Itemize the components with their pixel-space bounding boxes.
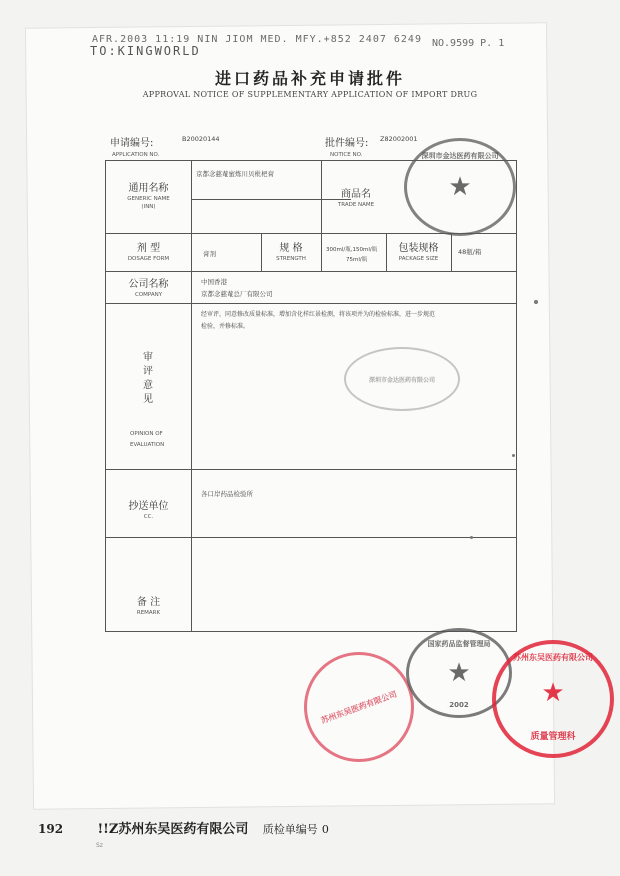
middle-seal-text: 深圳市金达医药有限公司 <box>368 376 435 384</box>
footer-small-mark: Sz <box>96 842 103 849</box>
package-size-sublabel: PACKAGE SIZE <box>398 256 439 262</box>
package-size-label: 包装规格 <box>398 243 439 254</box>
generic-name-sublabel: GENERIC NAME <box>127 196 170 202</box>
grid-line <box>321 161 322 271</box>
top-right-seal <box>404 138 516 236</box>
application-no-value: B20020144 <box>182 135 220 143</box>
company-label: 公司名称 <box>128 279 169 290</box>
dosage-form-value: 膏剂 <box>203 250 216 258</box>
remark-label: 备 注 <box>136 597 161 608</box>
package-size-cell <box>386 239 451 262</box>
trade-name-sublabel: TRADE NAME <box>337 202 375 208</box>
cc-label: 抄送单位 <box>128 501 169 512</box>
star-icon: ★ <box>448 172 472 202</box>
opinion-sublabel-2: EVALUATION <box>130 442 165 448</box>
generic-name-label: 通用名称 <box>128 183 169 194</box>
grid-line <box>191 161 192 631</box>
generic-name-cell <box>106 179 191 210</box>
cc-cell <box>106 497 191 520</box>
opinion-sublabel: OPINION OF <box>130 431 163 437</box>
fax-recipient: TO:KINGWORLD <box>90 44 201 58</box>
footer-qc-label: 质检单编号 <box>262 823 318 836</box>
notice-no-sublabel: NOTICE NO. <box>330 152 363 158</box>
bottom-right-seal-text: 苏州东吴医药有限公司 <box>513 653 593 662</box>
star-icon: ★ <box>541 678 565 708</box>
application-no-sublabel: APPLICATION NO. <box>112 152 160 158</box>
bottom-right-red-seal <box>492 640 614 758</box>
bottom-left-seal-text: 苏州东吴医药有限公司 <box>319 689 399 725</box>
dosage-form-sublabel: DOSAGE FORM <box>127 256 170 262</box>
bottom-center-seal-year: 2002 <box>449 701 469 709</box>
top-right-seal-text: 深圳市金达医药有限公司 <box>421 152 499 160</box>
strength-label: 规 格 <box>279 243 303 254</box>
company-sublabel: COMPANY <box>134 292 163 298</box>
footer-page-number: 192 <box>38 822 64 836</box>
fax-page-number: NO.9599 P. 1 <box>432 38 505 49</box>
document-title-english: APPROVAL NOTICE OF SUPPLEMENTARY APPLICATION OF IMPORT DRUG <box>142 90 478 99</box>
cc-sublabel: CC. <box>143 514 154 520</box>
remark-cell <box>106 593 191 616</box>
middle-faint-seal <box>344 347 460 411</box>
footer-company: !!Z苏州东吴医药有限公司 <box>97 822 249 837</box>
trade-name-cell <box>321 185 391 208</box>
generic-name-value: 京都念慈菴蜜炼川贝枇杷膏 <box>196 170 274 178</box>
opinion-text-2: 检验，并修标准。 <box>201 323 250 330</box>
company-cell <box>106 275 191 298</box>
grid-line <box>106 469 516 470</box>
grid-line <box>451 233 452 271</box>
speck <box>512 454 515 457</box>
star-icon: ★ <box>447 658 471 688</box>
document-title: 进口药品补充申请批件 <box>214 69 405 88</box>
dosage-form-cell <box>106 239 191 262</box>
grid-line <box>106 271 516 272</box>
company-value-region: 中国香港 <box>201 278 227 286</box>
footer-qc-value: 0 <box>321 823 329 836</box>
footer <box>38 818 329 837</box>
grid-line <box>106 303 516 304</box>
notice-no-value: Z82002001 <box>380 135 418 143</box>
notice-no-label: 批件编号: <box>325 138 369 149</box>
strength-value-2: 75ml/瓶 <box>346 257 368 263</box>
remark-sublabel: REMARK <box>136 610 161 616</box>
opinion-text: 经审评，同意修改质量标准，增加含化样红景检测，将该项并为的检验标准，进一步规范 <box>201 311 436 318</box>
grid-line <box>106 537 516 538</box>
opinion-label: 审评意见 <box>143 352 153 405</box>
company-value-name: 京都念慈菴总厂有限公司 <box>201 290 273 298</box>
cc-value: 各口岸药品检验所 <box>201 490 253 498</box>
speck <box>470 536 473 539</box>
bottom-right-seal-subtext: 质量管理科 <box>530 732 576 742</box>
strength-value: 300ml/瓶,150ml/瓶 <box>326 247 378 253</box>
speck <box>534 300 538 304</box>
strength-sublabel: STRENGTH <box>276 256 306 262</box>
package-size-value: 48瓶/箱 <box>458 248 482 256</box>
bottom-center-seal-text: 国家药品监督管理局 <box>427 640 491 648</box>
bottom-left-red-seal <box>304 652 414 762</box>
fax-header-line: AFR.2003 11:19 NIN JIOM MED. MFY.+852 2407 6249 <box>92 34 422 45</box>
trade-name-label: 商品名 <box>341 189 371 200</box>
strength-cell <box>261 239 321 262</box>
application-no-label: 申请编号: <box>110 138 154 149</box>
dosage-form-label: 剂 型 <box>136 243 161 254</box>
generic-name-sublabel-inn: (INN) <box>141 204 156 210</box>
